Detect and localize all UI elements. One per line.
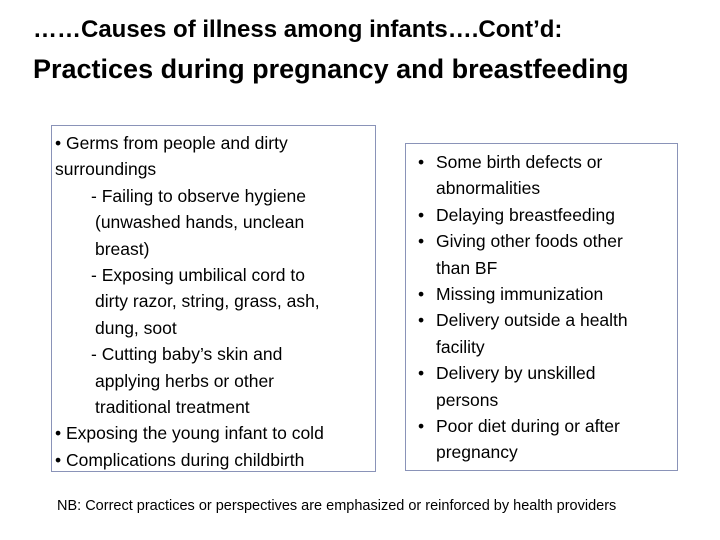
- list-item-text: Delivery outside a health: [436, 310, 628, 331]
- bullet-marker: •: [418, 310, 425, 331]
- bullet-marker: •: [418, 152, 425, 172]
- bullet-marker: •: [418, 363, 425, 384]
- left-line: dirty razor, string, grass, ash,: [95, 291, 320, 312]
- left-line: breast): [95, 238, 150, 259]
- list-item: [418, 281, 677, 307]
- left-line: traditional treatment: [95, 397, 250, 418]
- left-line: - Failing to observe hygiene: [91, 185, 306, 206]
- left-line: - Cutting baby’s skin and: [91, 344, 283, 365]
- list-item-text: persons: [436, 389, 499, 410]
- list-item-text: Missing immunization: [436, 284, 604, 305]
- list-item-text: Poor diet during or after: [436, 416, 620, 437]
- list-item: [418, 360, 677, 413]
- list-item-text: Some birth defects or: [436, 152, 603, 172]
- list-item: [418, 149, 677, 202]
- list-item-text: Delivery by unskilled: [436, 363, 596, 384]
- bullet-marker: •: [418, 284, 425, 305]
- list-item-text: than BF: [436, 257, 498, 278]
- list-item-text: pregnancy: [436, 442, 518, 463]
- list-item-text: Giving other foods other: [436, 231, 623, 252]
- slide-title-line-2: Practices during pregnancy and breastfeeding: [33, 54, 629, 84]
- footer-note: NB: Correct practices or perspectives are emphasized or reinforced by health providers: [57, 498, 617, 514]
- slide-title-line-1: ……Causes of illness among infants….Cont’d:: [33, 16, 563, 43]
- list-item: [418, 413, 677, 466]
- left-line: - Exposing umbilical cord to: [91, 265, 305, 286]
- left-line: applying herbs or other: [95, 370, 274, 391]
- list-item-text: abnormalities: [436, 178, 541, 199]
- list-item: [418, 307, 677, 360]
- bullet-marker: •: [418, 231, 425, 252]
- left-causes-box: [51, 125, 376, 472]
- left-line: dung, soot: [95, 317, 177, 338]
- list-item: [418, 228, 677, 281]
- left-line: surroundings: [55, 159, 157, 180]
- right-causes-box: [405, 143, 678, 471]
- left-line: • Complications during childbirth: [55, 449, 305, 470]
- bullet-marker: •: [418, 204, 425, 225]
- bullet-marker: •: [418, 416, 425, 437]
- list-item: [418, 202, 677, 228]
- left-line: (unwashed hands, unclean: [95, 212, 305, 233]
- left-line: • Exposing the young infant to cold: [55, 423, 324, 444]
- left-line: • Germs from people and dirty: [55, 133, 288, 153]
- list-item-text: Delaying breastfeeding: [436, 204, 616, 225]
- list-item-text: facility: [436, 336, 485, 357]
